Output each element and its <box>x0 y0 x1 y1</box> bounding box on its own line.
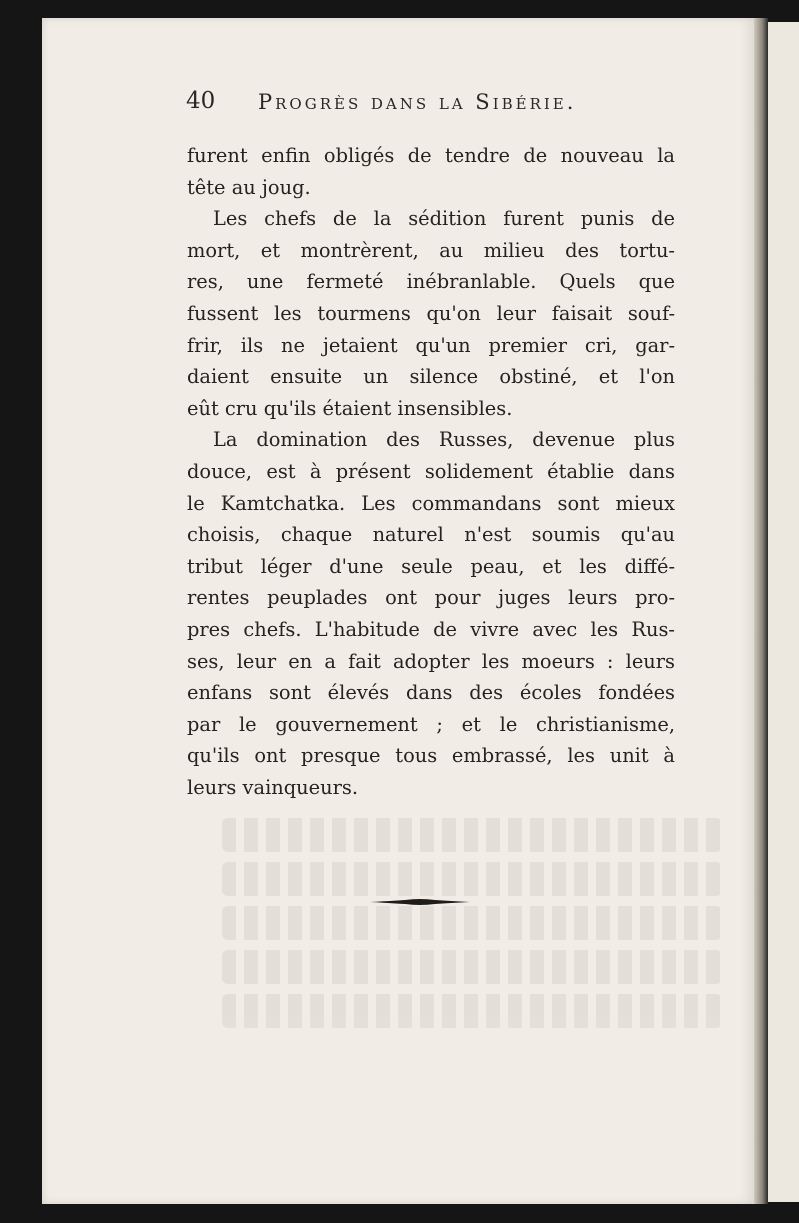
text-line: res, une fermeté inébranlable. Quels que <box>187 270 675 294</box>
text-line: le Kamtchatka. Les commandans sont mieux <box>187 491 675 515</box>
book-gutter <box>754 18 768 1204</box>
text-line: fussent les tourmens qu'on leur faisait souf- <box>187 301 675 325</box>
text-line: tribut léger d'une seule peau, et les diffé- <box>187 554 675 578</box>
text-line: choisis, chaque naturel n'est soumis qu'au <box>187 523 675 547</box>
text-line: leurs vainqueurs. <box>187 775 359 799</box>
running-header <box>186 88 646 122</box>
text-line: enfans sont élevés dans des écoles fondées <box>187 681 675 705</box>
tailpiece-ornament <box>370 895 470 909</box>
text-line: Les chefs de la sédition furent punis de <box>213 207 675 231</box>
text-line: pres chefs. L'habitude de vivre avec les Rus- <box>187 617 675 641</box>
running-title: Progrès dans la Sibérie. <box>258 90 577 114</box>
text-line: tête au joug. <box>187 175 311 199</box>
text-line: par le gouvernement ; et le christianisme, <box>187 712 675 736</box>
text-line: ses, leur en a fait adopter les moeurs : leurs <box>187 649 675 673</box>
text-line: furent enfin obligés de tendre de nouveau la <box>187 144 675 167</box>
text-line: eût cru qu'ils étaient insensibles. <box>187 396 513 420</box>
text-line: La domination des Russes, devenue plus <box>213 428 675 452</box>
text-line: frir, ils ne jetaient qu'un premier cri, gar- <box>187 333 675 357</box>
facing-page-edge <box>768 22 799 1202</box>
text-line: daient ensuite un silence obstiné, et l'on <box>187 365 675 389</box>
body-text <box>187 140 675 803</box>
text-line: rentes peuplades ont pour juges leurs pro- <box>187 586 675 610</box>
text-line: qu'ils ont presque tous embrassé, les unit à <box>187 744 675 768</box>
text-line: douce, est à présent solidement établie dans <box>187 459 675 483</box>
page-number: 40 <box>186 88 216 114</box>
text-line: mort, et montrèrent, au milieu des tortu- <box>187 238 675 262</box>
show-through-text <box>222 818 722 1078</box>
